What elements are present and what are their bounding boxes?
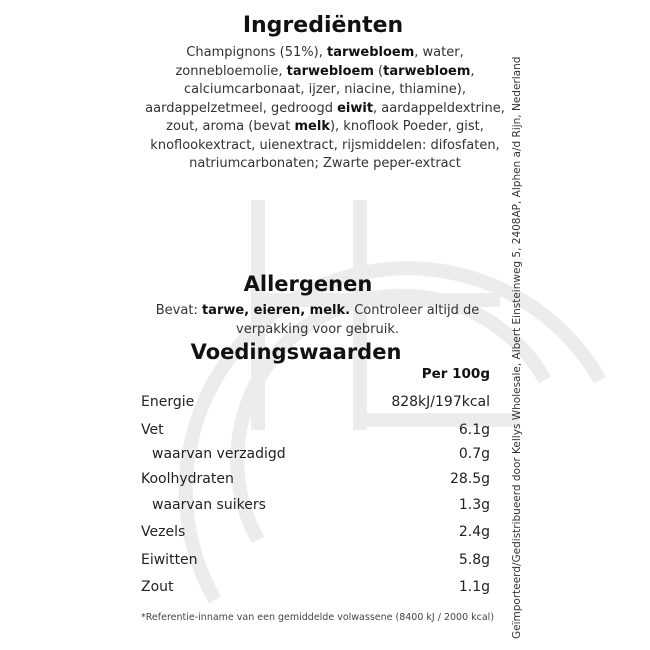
nutrient-value: 1.3g — [458, 497, 490, 513]
nutrient-label: Energie — [141, 394, 195, 410]
nutrient-label: Vezels — [141, 524, 186, 540]
reference-footnote: *Referentie-inname van een gemiddelde volwassene (8400 kJ / 2000 kcal) — [141, 612, 495, 623]
distributor-address: Geïmporteerd/Gedistribueerd door Kellys Wholesale, Albert Einsteinweg 5, 2408AP, Alphen a/d Rijn, Nederland — [511, 56, 523, 639]
allergen-highlight: melk — [294, 119, 330, 134]
nutrient-value: 0.7g — [458, 446, 490, 462]
nutrient-label: Vet — [141, 422, 164, 438]
ingredients-text: Champignons (51%), tarwebloem, water, zonnebloemolie, tarwebloem (tarwebloem, calciumcarbonaat, ijzer, niacine, thiamine), aardappelzetmeel, gedroogd eiwit, aardappeldextrine, zout, aroma (bevat melk), knoflook Poeder, gist, knoflookextract, uienextract, rijsmiddelen: difosfaten, natriumcarbonaten; Zwarte peper-extract — [145, 45, 505, 171]
allergens-text: Bevat: tarwe, eieren, melk. Controleer altijd de verpakking voor gebruik. — [155, 303, 480, 337]
ingredients-title: Ingrediënten — [242, 13, 404, 38]
nutrient-label: Koolhydraten — [141, 471, 234, 487]
allergen-highlight: tarwe, eieren, melk. — [201, 303, 351, 318]
nutrient-value: 28.5g — [449, 471, 490, 487]
nutrient-value: 828kJ/197kcal — [391, 394, 490, 410]
nutrient-label: Zout — [141, 579, 174, 595]
nutrient-label: waarvan suikers — [152, 497, 266, 513]
nutrient-value: 6.1g — [458, 422, 490, 438]
allergen-highlight: eiwit — [337, 100, 374, 116]
allergens-title: Allergenen — [243, 272, 373, 296]
nutrition-title: Voedingswaarden — [190, 340, 402, 364]
nutrient-value: 2.4g — [458, 524, 490, 540]
nutrient-value: 5.8g — [458, 552, 490, 568]
allergen-highlight: tarwebloem — [286, 63, 374, 79]
nutrient-label: waarvan verzadigd — [152, 446, 286, 462]
allergen-highlight: tarwebloem — [326, 45, 415, 60]
nutrient-value: 1.1g — [458, 579, 490, 595]
allergen-highlight: tarwebloem — [383, 63, 471, 79]
nutrient-label: Eiwitten — [141, 552, 198, 568]
per-100g-header: Per 100g — [421, 366, 490, 382]
